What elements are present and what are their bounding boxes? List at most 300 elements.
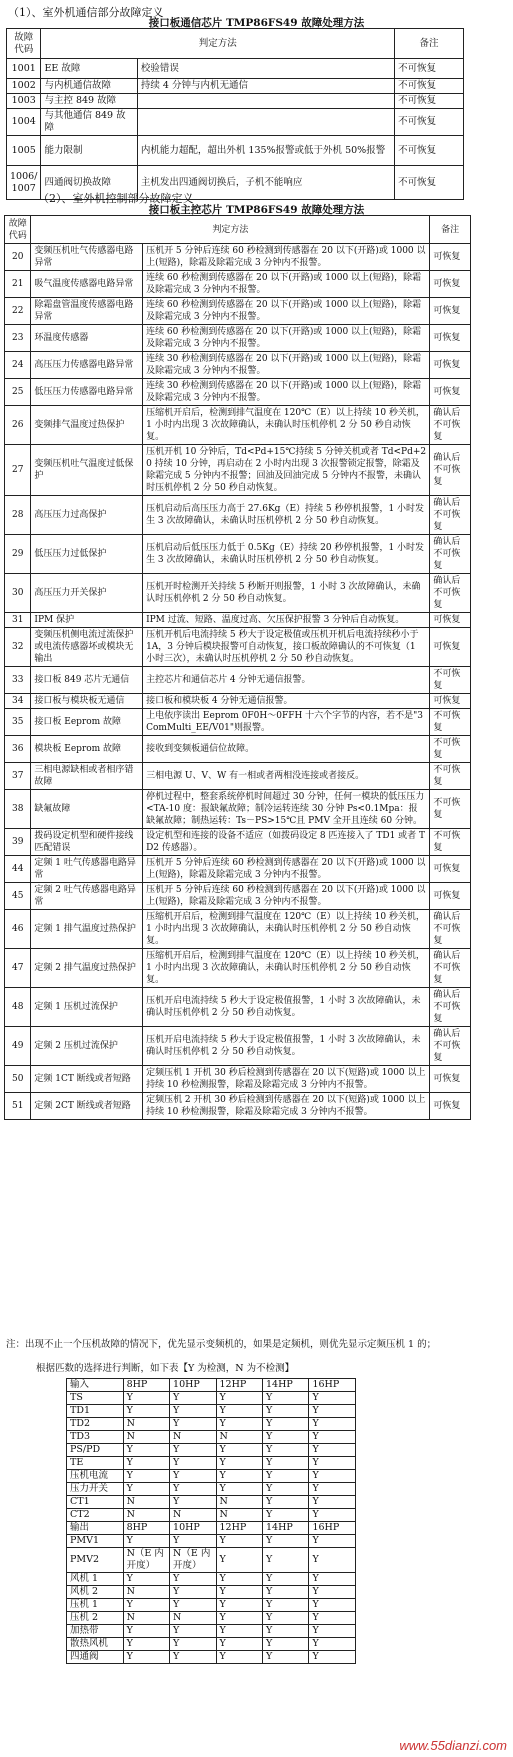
output-row [67, 1638, 356, 1651]
hp-value: Y [262, 1638, 308, 1651]
input-row [67, 1509, 356, 1522]
output-header-row [67, 1522, 356, 1535]
table-row [5, 829, 471, 856]
fault-code: 50 [5, 1066, 31, 1093]
fault-code: 28 [5, 496, 31, 535]
fault-method: 压机开时检测开关持续 5 秒断开则报警，1 小时 3 次故障确认，未确认时压机停机 2 分 50 秒自动恢复。 [143, 574, 430, 613]
hp-value: Y [262, 1625, 308, 1638]
hp-value: Y [170, 1586, 216, 1599]
hp-value: N [216, 1496, 262, 1509]
table-row [5, 694, 471, 709]
fault-code: 31 [5, 613, 31, 628]
fault-method: 压机启动后高压压力高于 27.6Kg（E）持续 5 秒停机报警，1 小时发生 3 次故障确认，未确认时压机停机 2 分 50 秒自动恢复。 [143, 496, 430, 535]
signal-name: PS/PD [67, 1444, 124, 1457]
header-code: 故障代码 [5, 216, 31, 244]
fault-remark: 可恢复 [430, 694, 471, 709]
note-legend: 根据匹数的选择进行判断，如下表【Y 为检测，N 为不检测】 [36, 1363, 295, 1374]
hp-value: Y [170, 1405, 216, 1418]
hp-value: Y [309, 1586, 356, 1599]
hp-value: 14HP [262, 1522, 308, 1535]
hp-value: Y [262, 1535, 308, 1548]
input-header-row [67, 1379, 356, 1392]
table-row [5, 613, 471, 628]
fault-method: 主控芯片和通信芯片 4 分钟无通信报警。 [143, 667, 430, 694]
fault-name: 定频 1CT 断线或者短路 [31, 1066, 143, 1093]
fault-name: 定频 2CT 断线或者短路 [31, 1093, 143, 1120]
fault-code: 20 [5, 244, 31, 271]
hp-value: N（E 内开度） [123, 1548, 169, 1573]
fault-name: IPM 保护 [31, 613, 143, 628]
hp-value: Y [123, 1625, 169, 1638]
table-row [5, 667, 471, 694]
fault-name: 接口板 Eeprom 故障 [31, 709, 143, 736]
table-row [7, 59, 464, 79]
hp-value: Y [309, 1405, 356, 1418]
hp-value: Y [216, 1548, 262, 1573]
table-row [7, 109, 464, 136]
fault-method: 停机过程中，整套系统停机时间超过 30 分钟，任何一模块的低压压力<TA-10 度：报缺氟故障；制冷运转连续 30 分钟 Ps<0.1Mpa：报缺氟故障；制热运转：Ts－PS>15℃且 PMV 全开且连续 60 分钟。 [143, 790, 430, 829]
table-row [5, 496, 471, 535]
fault-method [137, 109, 394, 136]
hp-value: Y [262, 1496, 308, 1509]
table-row [5, 628, 471, 667]
table-row [5, 910, 471, 949]
fault-name: 与其他通信 849 故障 [41, 109, 137, 136]
output-row [67, 1612, 356, 1625]
hp-value: Y [123, 1405, 169, 1418]
table-2-caption: 接口板主控芯片 TMP86FS49 故障处理方法 [148, 204, 365, 216]
fault-method: 压机开启电流持续 5 秒大于设定极值报警，1 小时 3 次故障确认，未确认时压机停机 2 分 50 秒自动恢复。 [143, 988, 430, 1027]
fault-name: 除霜盘管温度传感器电路异常 [31, 298, 143, 325]
signal-name: TS [67, 1392, 124, 1405]
hp-value: Y [216, 1483, 262, 1496]
signal-name: 风机 1 [67, 1573, 124, 1586]
fault-method: 压缩机开启后，检测到排气温度在 120℃（E）以上持续 10 秒关机，1 小时内出现 3 次故障确认，未确认时压机停机 2 分 50 秒自动恢复。 [143, 406, 430, 445]
fault-code: 34 [5, 694, 31, 709]
table-row [5, 1027, 471, 1066]
fault-method: 上电依序读出 Eeprom 0F0H～0FFH 十六个字节的内容，若不是"3ComMulti_EE/V01"则报警。 [143, 709, 430, 736]
signal-name: 压机 1 [67, 1599, 124, 1612]
table-row [5, 790, 471, 829]
fault-code: 27 [5, 445, 31, 496]
fault-remark: 不可恢复 [395, 109, 464, 136]
signal-name: TD2 [67, 1418, 124, 1431]
hp-value: N [216, 1431, 262, 1444]
fault-name: 与主控 849 故障 [41, 94, 137, 109]
fault-remark: 不可恢复 [395, 59, 464, 79]
input-row [67, 1418, 356, 1431]
table-row [7, 136, 464, 166]
header-code: 故障代码 [7, 29, 41, 59]
input-row [67, 1457, 356, 1470]
hp-value: Y [262, 1418, 308, 1431]
input-row [67, 1470, 356, 1483]
fault-code: 44 [5, 856, 31, 883]
hp-value: N [123, 1496, 169, 1509]
fault-remark: 可恢复 [430, 298, 471, 325]
fault-method: 压机开机后电流持续 5 秒大于设定极值或压机开机后电流持续秒小于 1A，3 分钟后模块报警可自动恢复，接口板故障确认的不可恢复（1 小时三次），未确认时压机停机 2 分 50 秒自动恢复。 [143, 628, 430, 667]
signal-name: 风机 2 [67, 1586, 124, 1599]
fault-remark: 不可恢复 [430, 790, 471, 829]
hp-value: 12HP [216, 1522, 262, 1535]
hp-value: Y [262, 1612, 308, 1625]
hp-value: Y [170, 1483, 216, 1496]
hp-value: Y [309, 1548, 356, 1573]
hp-value: Y [309, 1599, 356, 1612]
fault-remark: 可恢复 [430, 856, 471, 883]
fault-code: 29 [5, 535, 31, 574]
fault-remark: 不可恢复 [395, 136, 464, 166]
table-row [5, 574, 471, 613]
fault-remark: 可恢复 [430, 325, 471, 352]
hp-value: Y [216, 1457, 262, 1470]
hp-value: 10HP [170, 1379, 216, 1392]
fault-code: 23 [5, 325, 31, 352]
fault-remark: 确认后不可恢复 [430, 949, 471, 988]
hp-value: Y [123, 1651, 169, 1664]
hp-value: Y [170, 1496, 216, 1509]
hp-value: Y [262, 1548, 308, 1573]
fault-code: 48 [5, 988, 31, 1027]
hp-value: Y [123, 1535, 169, 1548]
hp-value: Y [170, 1573, 216, 1586]
fault-method: 连续 60 秒检测到传感器在 20 以下(开路)或 1000 以上(短路)，除霜及除霜完成 3 分钟内不报警。 [143, 298, 430, 325]
fault-name: 定频 2 排气温度过热保护 [31, 949, 143, 988]
fault-code: 51 [5, 1093, 31, 1120]
hp-value: Y [216, 1573, 262, 1586]
hp-value: Y [216, 1444, 262, 1457]
signal-name: PMV1 [67, 1535, 124, 1548]
hp-value: Y [123, 1457, 169, 1470]
fault-remark: 确认后不可恢复 [430, 1027, 471, 1066]
fault-remark: 可恢复 [430, 628, 471, 667]
hp-value: Y [123, 1470, 169, 1483]
signal-name: CT1 [67, 1496, 124, 1509]
table-row [5, 883, 471, 910]
fault-name: 高压压力传感器电路异常 [31, 352, 143, 379]
fault-method: 内机能力超配，超出外机 135%报警或低于外机 50%报警 [137, 136, 394, 166]
fault-method: 压缩机开启后，检测到排气温度在 120℃（E）以上持续 10 秒关机，1 小时内出现 3 次故障确认，未确认时压机停机 2 分 50 秒自动恢复。 [143, 949, 430, 988]
hp-value: N [123, 1431, 169, 1444]
hp-value: Y [170, 1599, 216, 1612]
hp-value: Y [123, 1599, 169, 1612]
hp-value: N（E 内开度） [170, 1548, 216, 1573]
table-row [5, 352, 471, 379]
fault-name: 缺氟故障 [31, 790, 143, 829]
fault-code: 32 [5, 628, 31, 667]
table-row [5, 709, 471, 736]
fault-code: 47 [5, 949, 31, 988]
signal-name: 输入 [67, 1379, 124, 1392]
hp-value: Y [123, 1573, 169, 1586]
fault-code: 36 [5, 736, 31, 763]
table-row [7, 79, 464, 94]
fault-remark: 确认后不可恢复 [430, 988, 471, 1027]
fault-name: 高压压力过高保护 [31, 496, 143, 535]
fault-remark: 确认后不可恢复 [430, 574, 471, 613]
table-1-caption: 接口板通信芯片 TMP86FS49 故障处理方法 [148, 17, 365, 29]
hp-value: Y [123, 1638, 169, 1651]
fault-code: 1003 [7, 94, 41, 109]
fault-method: 压机开 5 分钟后连续 60 秒检测到传感器在 20 以下(开路)或 1000 以上(短路)，除霜及除霜完成 3 分钟内不报警。 [143, 856, 430, 883]
hp-value: Y [262, 1509, 308, 1522]
table-row [5, 988, 471, 1027]
hp-value: Y [170, 1651, 216, 1664]
hp-value: Y [262, 1483, 308, 1496]
fault-remark: 不可恢复 [430, 763, 471, 790]
fault-method [137, 94, 394, 109]
hp-value: 16HP [309, 1379, 356, 1392]
hp-value: Y [262, 1444, 308, 1457]
fault-remark: 不可恢复 [430, 667, 471, 694]
fault-method: 三相电源 U、V、W 有一相或者两相没连接或者接反。 [143, 763, 430, 790]
fault-code: 1002 [7, 79, 41, 94]
hp-value: N [123, 1612, 169, 1625]
hp-value: Y [262, 1573, 308, 1586]
fault-name: 环温度传感器 [31, 325, 143, 352]
fault-code: 1001 [7, 59, 41, 79]
output-row [67, 1535, 356, 1548]
fault-remark: 不可恢复 [430, 709, 471, 736]
signal-name: 加热带 [67, 1625, 124, 1638]
fault-method: 持续 4 分钟与内机无通信 [137, 79, 394, 94]
fault-method: 校验错误 [137, 59, 394, 79]
hp-value: Y [170, 1470, 216, 1483]
hp-value: Y [262, 1586, 308, 1599]
hp-value: Y [123, 1483, 169, 1496]
hp-value: Y [309, 1483, 356, 1496]
fault-remark: 可恢复 [430, 1066, 471, 1093]
input-row [67, 1483, 356, 1496]
fault-method: 连续 30 秒检测到传感器在 20 以下(开路)或 1000 以上(短路)，除霜及除霜完成 3 分钟内不报警。 [143, 352, 430, 379]
hp-value: N [123, 1509, 169, 1522]
hp-value: Y [216, 1625, 262, 1638]
fault-code: 49 [5, 1027, 31, 1066]
hp-value: N [170, 1612, 216, 1625]
input-row [67, 1392, 356, 1405]
fault-name: 定频 2 压机过流保护 [31, 1027, 143, 1066]
table-row [5, 535, 471, 574]
hp-value: Y [309, 1418, 356, 1431]
table-row [5, 736, 471, 763]
input-row [67, 1496, 356, 1509]
output-row [67, 1599, 356, 1612]
table-row [5, 1093, 471, 1120]
control-fault-table [4, 215, 471, 1120]
output-row [67, 1586, 356, 1599]
fault-name: 定频 1 压机过流保护 [31, 988, 143, 1027]
table-row [7, 94, 464, 109]
note-priority: 注：出现不止一个压机故障的情况下，优先显示变频机的，如果是定频机，则优先显示定频压机 1 的； [6, 1339, 437, 1350]
fault-code: 26 [5, 406, 31, 445]
input-row [67, 1405, 356, 1418]
fault-name: 变频压机侧电流过流保护或电流传感器坏或模块无输出 [31, 628, 143, 667]
hp-value: 12HP [216, 1379, 262, 1392]
fault-remark: 可恢复 [430, 352, 471, 379]
fault-remark: 确认后不可恢复 [430, 910, 471, 949]
signal-name: 压机 2 [67, 1612, 124, 1625]
hp-value: Y [170, 1638, 216, 1651]
fault-remark: 确认后不可恢复 [430, 445, 471, 496]
input-row [67, 1444, 356, 1457]
fault-method: IPM 过流、短路、温度过高、欠压保护报警 3 分钟后自动恢复。 [143, 613, 430, 628]
fault-remark: 确认后不可恢复 [430, 535, 471, 574]
fault-name: 与内机通信故障 [41, 79, 137, 94]
hp-value: Y [309, 1509, 356, 1522]
fault-method: 压机启动后低压压力低于 0.5Kg（E）持续 20 秒停机报警，1 小时发生 3 次故障确认，未确认时压机停机 2 分 50 秒自动恢复。 [143, 535, 430, 574]
signal-name: TE [67, 1457, 124, 1470]
hp-value: Y [216, 1612, 262, 1625]
hp-value: Y [262, 1405, 308, 1418]
hp-value: N [123, 1418, 169, 1431]
hp-value: Y [262, 1651, 308, 1664]
fault-name: 能力限制 [41, 136, 137, 166]
hp-value: Y [170, 1418, 216, 1431]
hp-value: Y [216, 1599, 262, 1612]
hp-detection-table [66, 1378, 356, 1664]
fault-code: 1004 [7, 109, 41, 136]
hp-value: Y [170, 1457, 216, 1470]
fault-remark: 可恢复 [430, 883, 471, 910]
fault-name: 变频排气温度过热保护 [31, 406, 143, 445]
fault-name: 四通阀切换故障 [41, 166, 137, 200]
fault-name: 定频 1 吐气传感器电路异常 [31, 856, 143, 883]
hp-value: Y [309, 1444, 356, 1457]
fault-method: 压机开机 10 分钟后，Td<Pd+15℃持续 5 分钟关机或者 Td<Pd+20 持续 10 分钟，再启动在 2 小时内出现 3 次报警锁定报警，除霜及除霜完成 5 分钟内不报警；回油及回油完成 5 分钟内不报警，未确认时压机停机 2 分 50 秒自动恢复。 [143, 445, 430, 496]
hp-value: Y [216, 1405, 262, 1418]
header-remark: 备注 [395, 29, 464, 59]
signal-name: 输出 [67, 1522, 124, 1535]
fault-code: 30 [5, 574, 31, 613]
table-row [5, 856, 471, 883]
fault-name: 接口板 849 芯片无通信 [31, 667, 143, 694]
fault-method: 接收到变频板通信位故障。 [143, 736, 430, 763]
signal-name: 散热风机 [67, 1638, 124, 1651]
table-row [5, 244, 471, 271]
output-row [67, 1548, 356, 1573]
fault-code: 24 [5, 352, 31, 379]
hp-value: Y [262, 1392, 308, 1405]
fault-name: 接口板与模块板无通信 [31, 694, 143, 709]
fault-method: 压机开启电流持续 5 秒大于设定极值报警，1 小时 3 次故障确认，未确认时压机停机 2 分 50 秒自动恢复。 [143, 1027, 430, 1066]
table-row [5, 379, 471, 406]
fault-method: 主机发出四通阀切换后，子机不能响应 [137, 166, 394, 200]
hp-value: Y [309, 1457, 356, 1470]
fault-name: 吸气温度传感器电路异常 [31, 271, 143, 298]
hp-value: Y [262, 1470, 308, 1483]
comm-fault-table [6, 28, 464, 200]
hp-value: Y [309, 1651, 356, 1664]
fault-method: 连续 60 秒检测到传感器在 20 以下(开路)或 1000 以上(短路)，除霜及除霜完成 3 分钟内不报警。 [143, 325, 430, 352]
hp-value: N [216, 1509, 262, 1522]
fault-remark: 可恢复 [430, 1093, 471, 1120]
table-row [5, 271, 471, 298]
signal-name: TD1 [67, 1405, 124, 1418]
fault-method: 压机开 5 分钟后连续 60 秒检测到传感器在 20 以下(开路)或 1000 以上(短路)，除霜及除霜完成 3 分钟内不报警。 [143, 883, 430, 910]
hp-value: Y [216, 1638, 262, 1651]
header-method: 判定方法 [41, 29, 395, 59]
hp-value: 8HP [123, 1522, 169, 1535]
output-row [67, 1573, 356, 1586]
hp-value: Y [262, 1431, 308, 1444]
hp-value: Y [216, 1418, 262, 1431]
output-row [67, 1651, 356, 1664]
fault-code: 39 [5, 829, 31, 856]
hp-value: Y [309, 1496, 356, 1509]
hp-value: Y [309, 1573, 356, 1586]
hp-value: Y [216, 1392, 262, 1405]
hp-value: N [170, 1431, 216, 1444]
fault-method: 连续 30 秒检测到传感器在 20 以下(开路)或 1000 以上(短路)，除霜及除霜完成 3 分钟内不报警。 [143, 379, 430, 406]
signal-name: 四通阀 [67, 1651, 124, 1664]
hp-value: Y [216, 1586, 262, 1599]
hp-value: Y [216, 1535, 262, 1548]
fault-remark: 可恢复 [430, 379, 471, 406]
hp-value: Y [262, 1599, 308, 1612]
hp-value: 10HP [170, 1522, 216, 1535]
fault-code: 1005 [7, 136, 41, 166]
output-row [67, 1625, 356, 1638]
fault-method: 压缩机开启后，检测到排气温度在 120℃（E）以上持续 10 秒关机，1 小时内出现 3 次故障确认，未确认时压机停机 2 分 50 秒自动恢复。 [143, 910, 430, 949]
header-remark: 备注 [430, 216, 471, 244]
table-row [5, 325, 471, 352]
hp-value: Y [309, 1470, 356, 1483]
fault-code: 21 [5, 271, 31, 298]
fault-name: 三相电源缺相或者相序错故障 [31, 763, 143, 790]
table-row [5, 406, 471, 445]
fault-method: 定频压机 1 开机 30 秒后检测到传感器在 20 以下(短路)或 1000 以上持续 10 秒检测报警，除霜及除霜完成 3 分钟内不报警。 [143, 1066, 430, 1093]
fault-name: 定频 1 排气温度过热保护 [31, 910, 143, 949]
table-row [5, 763, 471, 790]
hp-value: Y [309, 1535, 356, 1548]
header-method: 判定方法 [31, 216, 430, 244]
signal-name: TD3 [67, 1431, 124, 1444]
fault-code: 33 [5, 667, 31, 694]
table-row [5, 298, 471, 325]
fault-code: 25 [5, 379, 31, 406]
hp-value: N [123, 1586, 169, 1599]
watermark: www.55dianzi.com [399, 1738, 507, 1753]
hp-value: Y [309, 1431, 356, 1444]
fault-name: 变频压机吐气传感器电路异常 [31, 244, 143, 271]
hp-value: Y [123, 1444, 169, 1457]
table-row [5, 1066, 471, 1093]
table-row [5, 445, 471, 496]
hp-value: Y [216, 1651, 262, 1664]
fault-method: 接口板和模块板 4 分钟无通信报警。 [143, 694, 430, 709]
hp-value: Y [309, 1638, 356, 1651]
hp-value: 16HP [309, 1522, 356, 1535]
fault-code: 35 [5, 709, 31, 736]
hp-value: Y [170, 1535, 216, 1548]
fault-name: 拨码设定机型和硬件接线匹配错误 [31, 829, 143, 856]
fault-name: EE 故障 [41, 59, 137, 79]
table-row [5, 949, 471, 988]
hp-value: Y [309, 1392, 356, 1405]
fault-remark: 确认后不可恢复 [430, 496, 471, 535]
fault-remark: 可恢复 [430, 271, 471, 298]
fault-method: 连续 60 秒检测到传感器在 20 以下(开路)或 1000 以上(短路)，除霜及除霜完成 3 分钟内不报警。 [143, 271, 430, 298]
fault-remark: 可恢复 [430, 613, 471, 628]
signal-name: 压机电流 [67, 1470, 124, 1483]
signal-name: 压力开关 [67, 1483, 124, 1496]
fault-code: 38 [5, 790, 31, 829]
fault-remark: 不可恢复 [395, 94, 464, 109]
fault-remark: 可恢复 [430, 244, 471, 271]
fault-name: 定频 2 吐气传感器电路异常 [31, 883, 143, 910]
fault-name: 高压压力开关保护 [31, 574, 143, 613]
hp-value: Y [216, 1470, 262, 1483]
